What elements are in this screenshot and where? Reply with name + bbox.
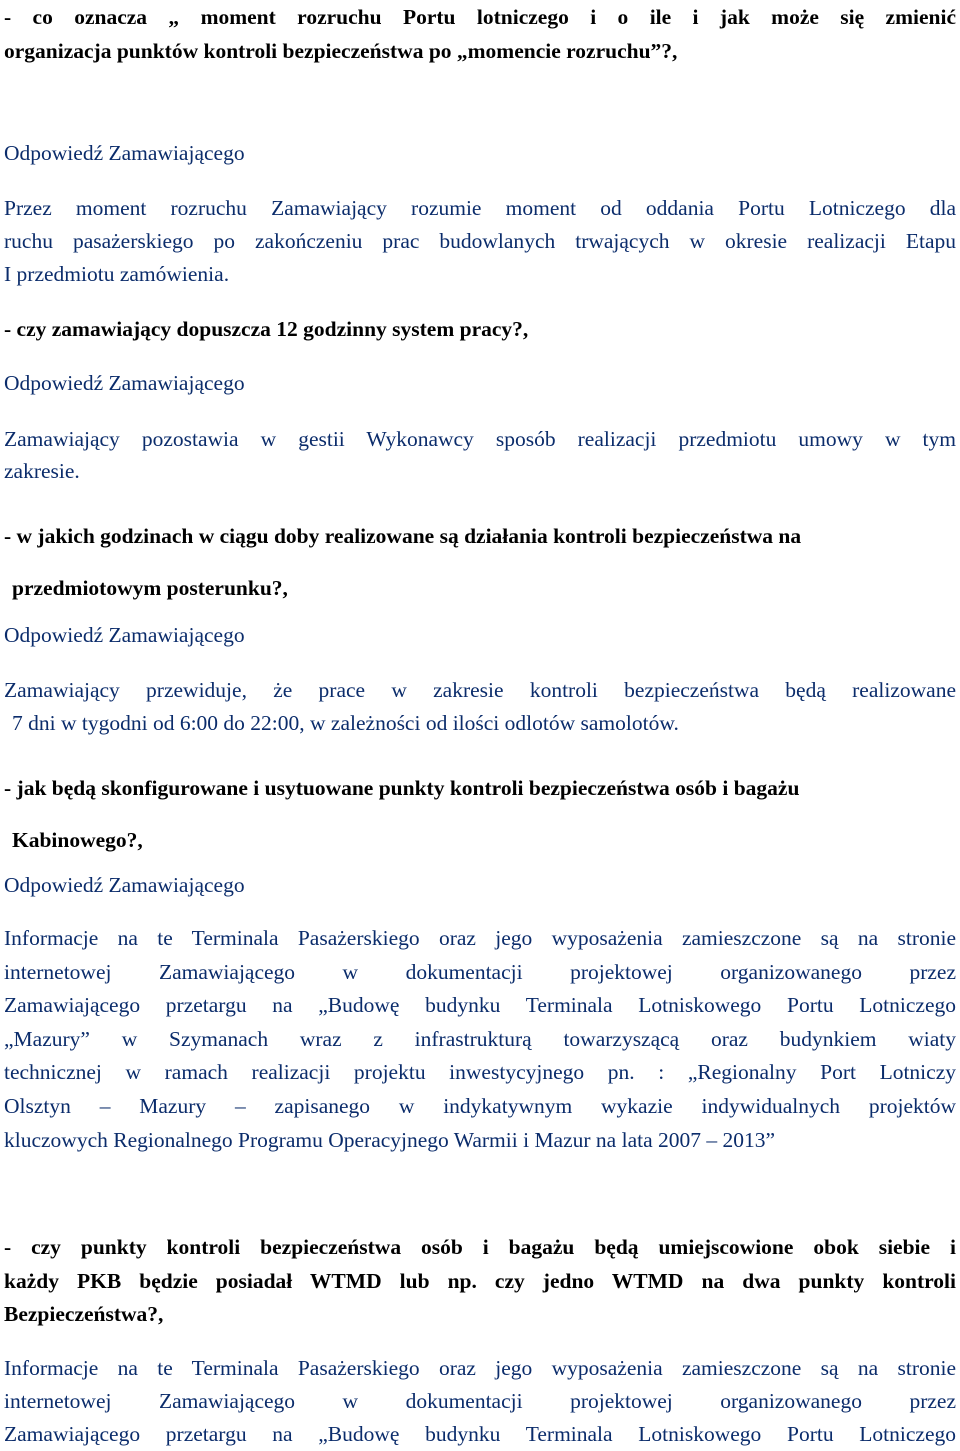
answer-line: „Mazury” w Szymanach wraz z infrastrukturą towarzyszącą oraz budynkiem wiaty [4,1026,956,1051]
answer-line: internetowej Zamawiającego w dokumentacji projektowej organizowanego przez [4,1389,956,1413]
answer-2 [4,423,956,487]
question-line: - czy zamawiający dopuszcza 12 godzinny system pracy?, [4,317,529,341]
answer-line: Olsztyn – Mazury – zapisanego w indykatywnym wykazie indywidualnych projektów [4,1093,956,1118]
answer-3 [4,674,956,740]
question-5 [4,1231,956,1332]
answer-line: Zamawiającego przetargu na „Budowę budynku Terminala Lotniskowego Portu Lotniczego [4,1422,956,1446]
question-line: - co oznacza „ moment rozruchu Portu lotniczego i o ile i jak może się zmienić [4,5,956,29]
answer-line: kluczowych Regionalnego Programu Operacyjnego Warmii i Mazur na lata 2007 – 2013” [4,1127,776,1152]
answer-1 [4,192,956,291]
answer-line: ruchu pasażerskiego po zakończeniu prac budowlanych trwających w okresie realizacji Etapu [4,229,956,253]
question-line: Kabinowego?, [12,828,143,852]
answer-label: Odpowiedź Zamawiającego [4,371,245,395]
answer-4 [4,922,956,1157]
question-line: każdy PKB będzie posiadał WTMD lub np. czy jedno WTMD na dwa punkty kontroli [4,1268,956,1293]
answer-line: Informacje na te Terminala Pasażerskiego oraz jego wyposażenia zamieszczone są na stronie [4,926,956,950]
answer-line: I przedmiotu zamówienia. [4,262,230,286]
answer-line: Zamawiający pozostawia w gestii Wykonawcy sposób realizacji przedmiotu umowy w tym [4,427,956,451]
answer-line: zakresie. [4,459,80,483]
question-line: - czy punkty kontroli bezpieczeństwa osób i bagażu będą umiejscowione obok siebie i [4,1235,956,1259]
answer-line: Przez moment rozruchu Zamawiający rozumie moment od oddania Portu Lotniczego dla [4,196,956,220]
answer-line: Zamawiający przewiduje, że prace w zakresie kontroli bezpieczeństwa będą realizowane [4,678,956,702]
answer-line: 7 dni w tygodni od 6:00 do 22:00, w zależności od ilości odlotów samolotów. [12,711,679,735]
answer-line: technicznej w ramach realizacji projektu inwestycyjnego pn. : „Regionalny Port Lotniczy [4,1060,956,1085]
question-3 [4,510,956,614]
answer-label: Odpowiedź Zamawiającego [4,873,245,897]
answer-line: Zamawiającego przetargu na „Budowę budynku Terminala Lotniskowego Portu Lotniczego [4,993,956,1018]
answer-line: Informacje na te Terminala Pasażerskiego oraz jego wyposażenia zamieszczone są na stronie [4,1356,956,1380]
question-4 [4,762,956,866]
question-line: - w jakich godzinach w ciągu doby realizowane są działania kontroli bezpieczeństwa na [4,524,802,548]
answer-label: Odpowiedź Zamawiającego [4,623,245,647]
question-line: Bezpieczeństwa?, [4,1302,164,1326]
question-line: przedmiotowym posterunku?, [12,576,288,600]
question-line: - jak będą skonfigurowane i usytuowane punkty kontroli bezpieczeństwa osób i bagażu [4,776,800,800]
question-2 [4,314,956,344]
question-line: organizacja punktów kontroli bezpieczeństwa po „momencie rozruchu”?, [4,39,678,63]
question-1 [4,0,956,68]
answer-line: internetowej Zamawiającego w dokumentacji projektowej organizowanego przez [4,959,956,984]
answer-5 [4,1352,956,1451]
answer-label: Odpowiedź Zamawiającego [4,141,245,165]
